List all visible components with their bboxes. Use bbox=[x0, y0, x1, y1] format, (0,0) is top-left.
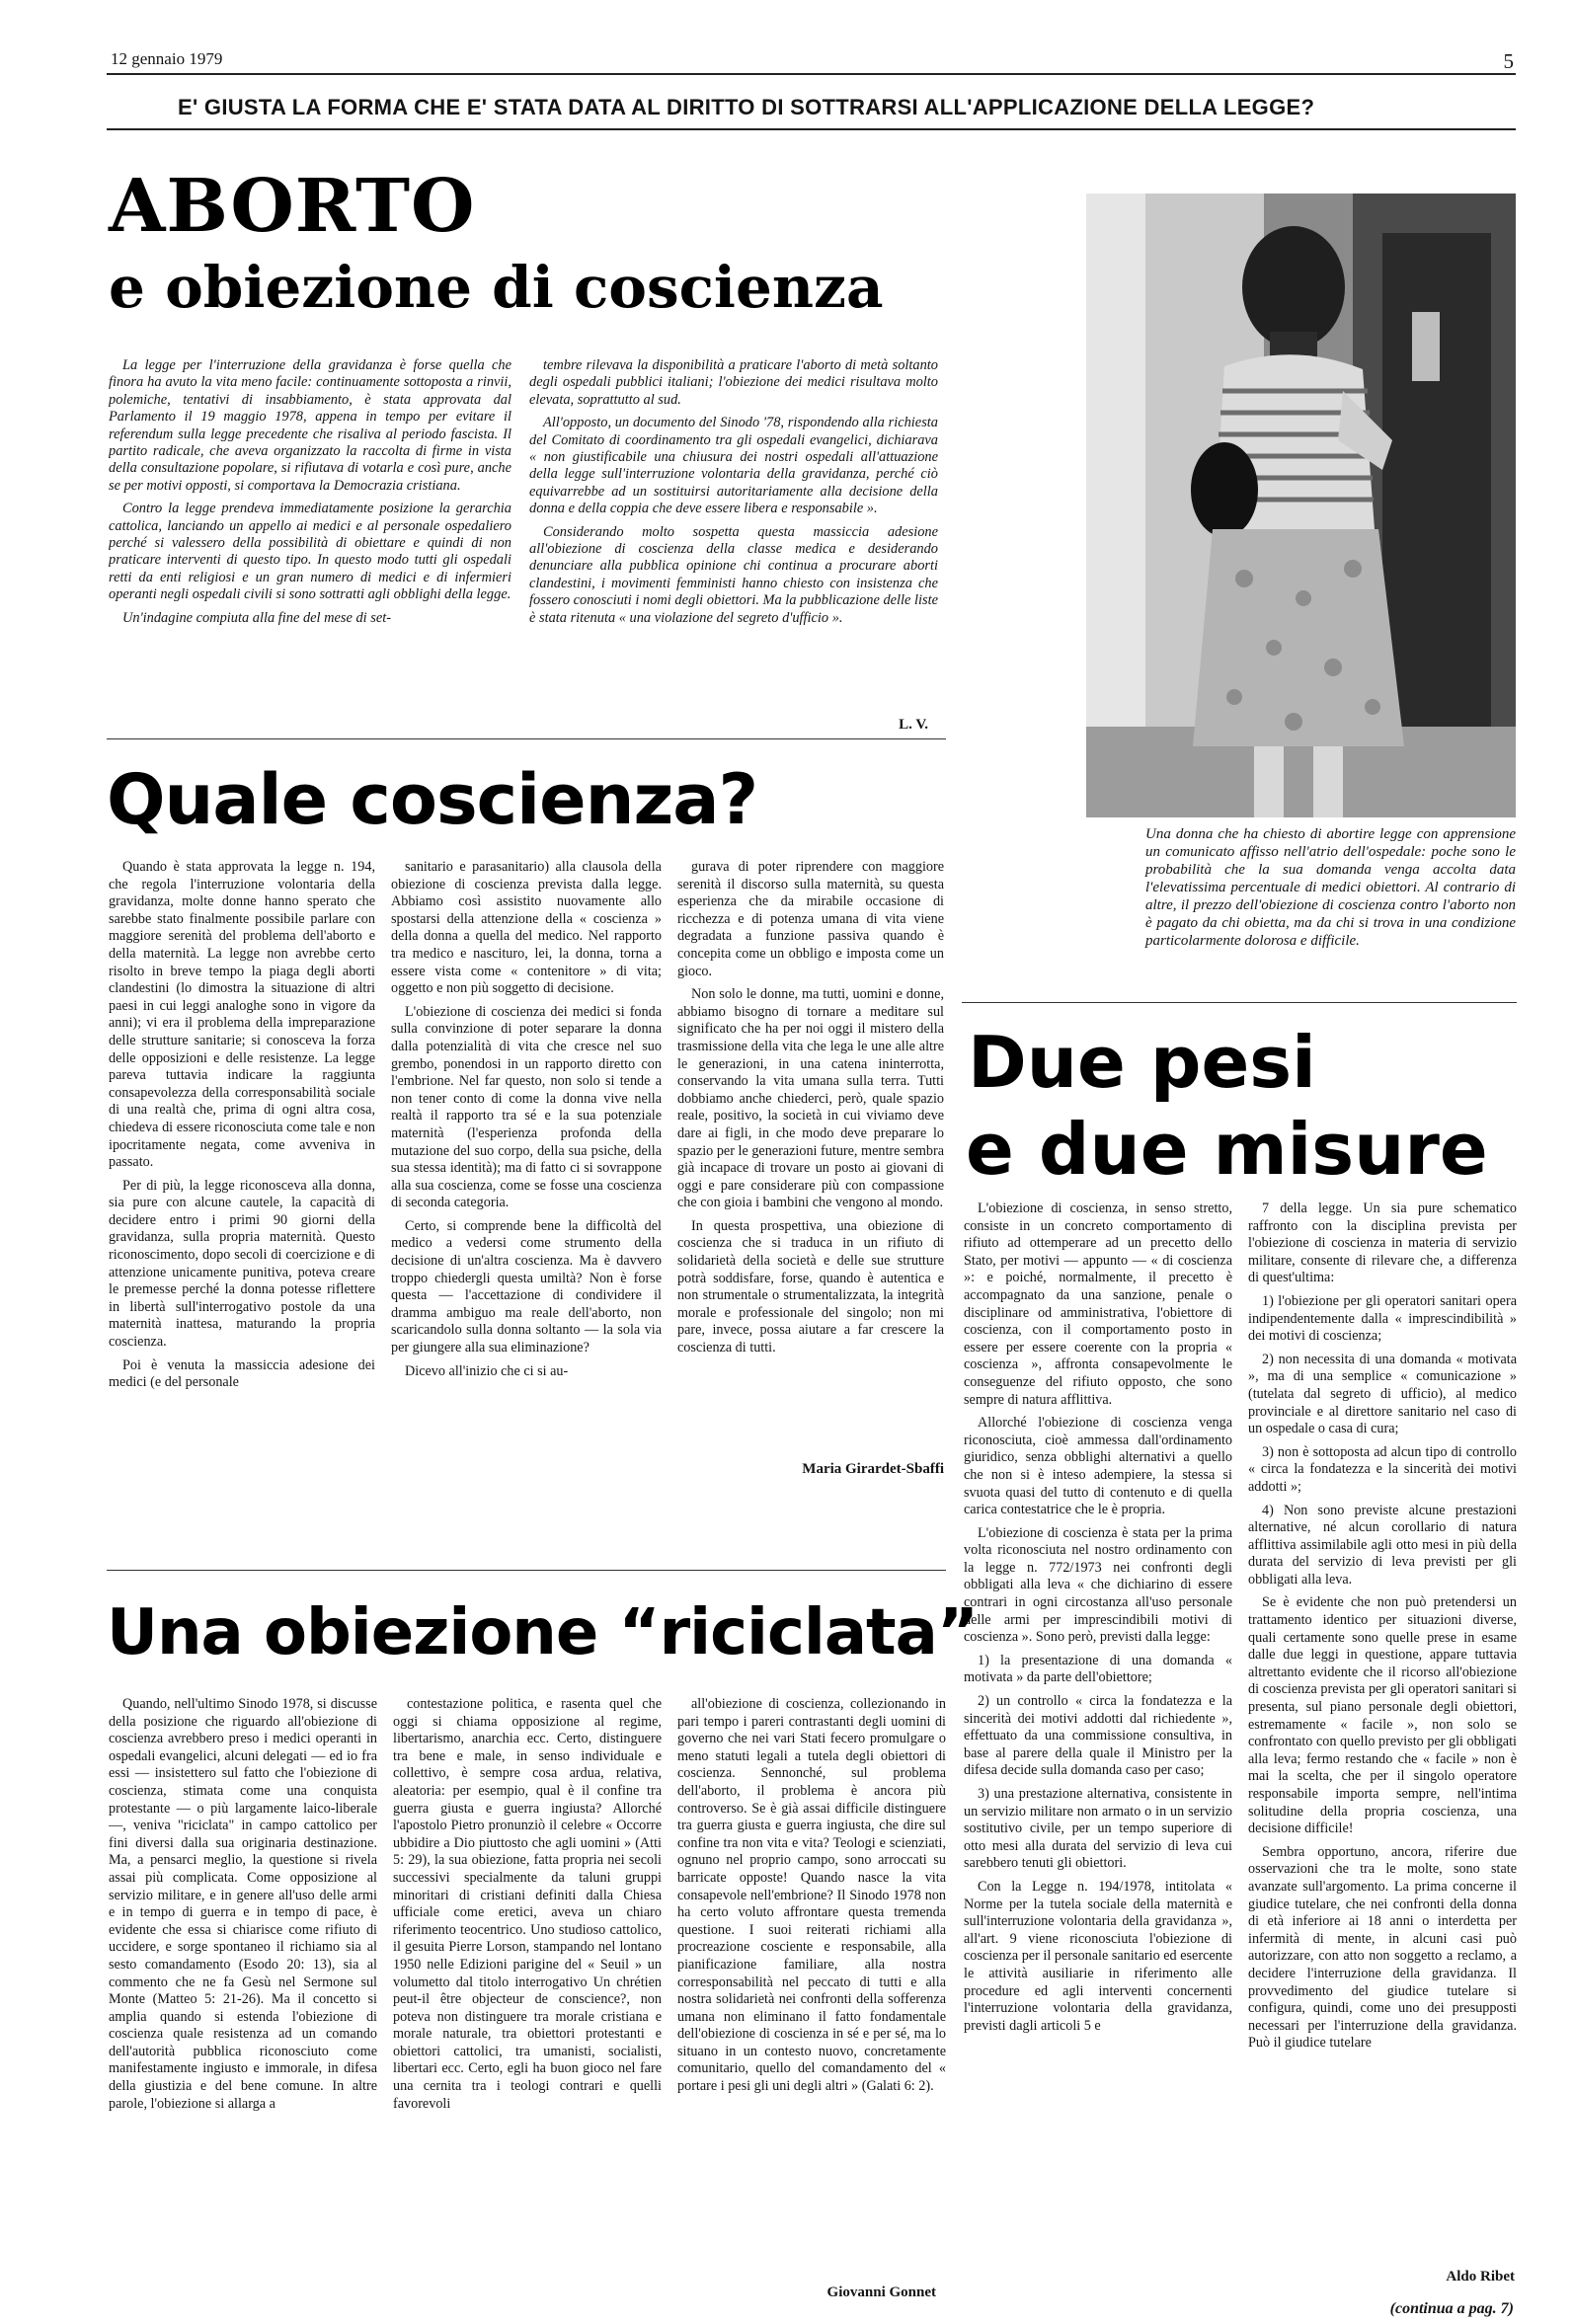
due-misure-title: e due misure bbox=[966, 1108, 1488, 1191]
article-paragraph: gurava di poter riprendere con maggiore serenità il discorso sulla maternità, su questa esperienza che da mirabile occasione di ricchezza e di potenza umana di vita viene degradata a funzione passiva quando è concepita come un obbligo e imposta come un gioco. bbox=[677, 859, 944, 979]
main-title: ABORTO bbox=[109, 164, 476, 249]
una-column-3 bbox=[677, 1696, 946, 2279]
woman-reading-notice-photo bbox=[1086, 194, 1516, 817]
article-paragraph: Se è evidente che non può pretendersi un trattamento identico per situazioni diverse, quali certamente sono quelle prese in esame dalle due leggi in questione, appare tuttavia altrettanto evidente che il ricorso all'obiezione di coscienza prevista per gli operatori sanitari si presenta, sul piano personale degli obiettori, estremamente « facile », non solo se confrontato con quello previsto per gli obbligati alla leva; fermo restando che « facile » non è mai la scelta, che per il singolo operatore responsabile importa sempre, nell'intima solitudine della propria coscienza, una decisione difficile! bbox=[1248, 1594, 1517, 1837]
quale-coscienza-title: Quale coscienza? bbox=[107, 759, 758, 840]
header-date: 12 gennaio 1979 bbox=[111, 49, 223, 68]
due-column-1 bbox=[964, 1201, 1232, 2296]
obiezione-riciclata-title: Una obiezione “riciclata” bbox=[107, 1596, 978, 1669]
article-paragraph: 3) una prestazione alternativa, consistente in un servizio militare non armato o in un servizio sostitutivo civile, per un tempo superiore di otto mesi alla durata del servizio di leva cui sarebbero tenuti gli obiettori. bbox=[964, 1786, 1232, 1872]
intro-column-2 bbox=[529, 357, 938, 725]
article-paragraph: Per di più, la legge riconosceva alla donna, sia pure con alcune cautele, la capacità di decidere entro i primi 90 giorni della gravidanza, sulla propria maternità. Questo riconoscimento, dopo secoli di coercizione e di attenzione unicamente punitiva, poteva creare le premesse perché la donna potesse riflettere in libertà sull'interrogativo postole da una maternità inattesa, maturando la propria coscienza. bbox=[109, 1177, 375, 1351]
article-paragraph: L'obiezione di coscienza, in senso stretto, consiste in un concreto comportamento di rifiuto ad ottemperare ad un precetto dello Stato, per motivi — appunto — « di coscienza »: e poiché, normalmente, il precetto è accompagnato da una sanzione, penale o disciplinare od amministrativa, l'obiettore di coscienza, con il comportamento posto in essere per essere coerente con la propria « coscienza », affronta consapevolmente le conseguenze del rifiuto opposto, che sono sempre di natura afflittiva. bbox=[964, 1201, 1232, 1408]
page-number: 5 bbox=[1503, 49, 1514, 73]
article-paragraph: Con la Legge n. 194/1978, intitolata « Norme per la tutela sociale della maternità e sull'interruzione volontaria della gravidanza », all'art. 9 viene riconosciuta l'obiezione di coscienza per il personale sanitario ed esercente le attività ausiliarie in riferimento alle procedure ed agli interventi concernenti l'interruzione volontaria della gravidanza, previsti dagli articoli 5 e bbox=[964, 1878, 1232, 2034]
article-paragraph: sanitario e parasanitario) alla clausola della obiezione di coscienza prevista dalla legge. Abbiamo così assistito nuovamente allo spostarsi della attenzione della « coscienza » della donna a quella del medico. Nel rapporto tra medico e nascituro, lei, la donna, torna a essere vista come « contenitore » di vita; oggetto e non più soggetto di decisione. bbox=[391, 859, 662, 997]
article-paragraph: Non solo le donne, ma tutti, uomini e donne, abbiamo bisogno di tornare a meditare sul significato che ha per noi oggi il mistero della trasmissione della vita che lega le une alle altre le generazioni, in una catena ininterrotta, conservando la vita umana sulla terra. Tutti dobbiamo anche chiederci, però, quale spazio reale, positivo, la società in cui viviamo deve dare ai figli, in che modo deve preparare lo spazio per le generazioni future, mentre sembra già incapace di trovare un posto ai giovani di oggi e pare considerare più con compassione che con gioia i bambini che vengono al mondo. bbox=[677, 986, 944, 1211]
intro-paragraph: La legge per l'interruzione della gravidanza è forse quella che finora ha avuto la vita meno facile: continuamente sottoposta a rinvii, polemiche, tentativi di insabbiamento, è stata approvata dal Parlamento il 19 maggio 1978, appena in tempo per evitare il referendum sulla legge precedente che risaliva al periodo fascista. Il partito radicale, che aveva organizzato la raccolta di firme in vista della consultazione popolare, si rifiutava di votarla e così pure, anche se per motivi opposti, si comportava la Democrazia cristiana. bbox=[109, 357, 511, 494]
article-paragraph: all'obiezione di coscienza, collezionando in pari tempo i pareri contrastanti degli uomini di governo che nei vari Stati fecero promulgare o meno statuti legali a tutela degli obiettori di coscienza. Sennonché, sul problema dell'aborto, il problema è ancora più controverso. Se è già assai difficile distinguere tra guerra giusta e guerra ingiusta, che dire sul confine tra non vita e vita? Teologi e scienziati, ognuno nel proprio campo, sono arroccati su barricate opposte! Quando nasce la vita consapevole nell'embrione? Il Sinodo 1978 non ha certo voluto affrontare questa tremenda questione. I suoi reiterati richiami alla procreazione cosciente e responsabile, alla pianificazione familiare, alla nostra corresponsabilità nel peccato di tutti e alla nostra solidarietà nei confronti della sofferenza umana non eliminano il fatto fondamentale dell'obiezione di coscienza in sé e per sé, ma lo situano in un contesto nuovo, concretamente comunitario, quello del comandamento del « portare i pesi gli uni degli altri » (Galati 6: 2). bbox=[677, 1696, 946, 2095]
article-paragraph: 1) l'obiezione per gli operatori sanitari opera indipendentemente dalla « imprescindibilità » dei motivi di coscienza; bbox=[1248, 1292, 1517, 1345]
quale-column-3 bbox=[677, 859, 944, 1451]
article-paragraph: Poi è venuta la massiccia adesione dei medici (e del personale bbox=[109, 1356, 375, 1391]
due-top-rule bbox=[962, 1002, 1517, 1003]
due-column-2 bbox=[1248, 1201, 1517, 2257]
continua-note: (continua a pag. 7) bbox=[1389, 2300, 1514, 2317]
article-paragraph: 3) non è sottoposta ad alcun tipo di controllo « circa la fondatezza e la sincerità dei motivi addotti »; bbox=[1248, 1443, 1517, 1495]
intro-paragraph: Un'indagine compiuta alla fine del mese di set- bbox=[122, 609, 392, 626]
article-paragraph: Quando è stata approvata la legge n. 194, che regola l'interruzione volontaria della gravidanza, molte donne hanno sperato che sarebbe stato finalmente possibile parlare con maggiore serenità del problema dell'aborto e della maternità. La legge non avrebbe certo risolto in breve tempo la piaga degli aborti clandestini (lo dimostra la situazione di altri paesi in cui leggi analoghe sono in vigore da anni); vi era il problema della impreparazione delle strutture sanitarie; si conosceva la forza delle opposizioni e delle resistenze. La legge pareva tuttavia indicare la raggiunta consapevolezza della corresponsabilità sociale di una realtà che, prima di ogni altra cosa, chiedeva di essere riconosciuta come tale e non ipocritamente negata, come avveniva in passato. bbox=[109, 859, 375, 1171]
main-subtitle: e obiezione di coscienza bbox=[109, 254, 884, 321]
article-paragraph: In questa prospettiva, una obiezione di coscienza che si traduca in un rifiuto di solidarietà della società e delle sue strutture potrà soddisfare, forse, quando è autentica e non strumentale o strumentalizzata, la integrità morale e professionale del singolo; non mi pare, invece, possa aiutare a far crescere la coscienza di tutti. bbox=[677, 1217, 944, 1356]
article-paragraph: 2) non necessita di una domanda « motivata », ma di una semplice « comunicazione » (tutelata dal segreto di ufficio), al medico provinciale e al direttore sanitario nel caso di un ospedale o casa di cura; bbox=[1248, 1351, 1517, 1437]
header-rule bbox=[107, 73, 1516, 75]
kicker-headline: E' GIUSTA LA FORMA CHE E' STATA DATA AL DIRITTO DI SOTTRARSI ALL'APPLICAZIONE DELLA LEGGE? bbox=[178, 95, 1315, 119]
photo-illustration bbox=[1086, 194, 1516, 817]
article-paragraph: 7 della legge. Un sia pure schematico raffronto con la disciplina prevista per l'obiezione di coscienza in materia di servizio militare, consente di rilevare che, a differenza di quest'ultima: bbox=[1248, 1201, 1517, 1286]
intro-paragraph: All'opposto, un documento del Sinodo '78, rispondendo alla richiesta del Comitato di coordinamento tra gli ospedali evangelici, dichiarava « non giustificabile una chiusura dei nostri ospedali all'attuazione della legge sull'interruzione volontaria della gravidanza, perché ciò equivarrebbe ad un sostituirsi autoritariamente alla decisione della donna e della coppia che deve essere libera e responsabile ». bbox=[529, 415, 938, 517]
photo-caption: Una donna che ha chiesto di abortire legge con apprensione un comunicato affisso nell'atrio dell'ospedale: poche sono le probabilità che la sua domanda venga accolta data l'elevatissima percentuale di medici obiettori. Al contrario di altre, il prezzo dell'obiezione di coscienza contro l'aborto non è pagato da chi obietta, ma da chi si trova in una condizione particolarmente dolorosa e difficile. bbox=[1145, 826, 1516, 949]
article-paragraph: Sembra opportuno, ancora, riferire due osservazioni che tra le molte, sono state avanzate sull'argomento. La prima concerne il giudice tutelare, che nei confronti della donna di età inferiore ai 18 anni o interdetta per infermità di mente, in alcuni casi può autorizzare, con atto non soggetto a reclamo, a decidere l'interruzione della gravidanza. Il provvedimento del giudice tutelare si configura, quindi, come uno dei presupposti necessari per l'interruzione della gravidanza. Può il giudice tutelare bbox=[1248, 1843, 1517, 2052]
article-paragraph: Certo, si comprende bene la difficoltà del medico a vedersi come strumento della decisione di un'altra coscienza. Ma è davvero troppo chiedergli questa umiltà? Non è forse questa — l'accettazione di condividere il dramma ambiguo ma reale dell'aborto, non scaricandolo sulla donna soltanto — la sola via per giungere alla sua eliminazione? bbox=[391, 1217, 662, 1356]
intro-column-1 bbox=[109, 357, 511, 750]
article-paragraph: Quando, nell'ultimo Sinodo 1978, si discusse della posizione che riguardo all'obiezione di coscienza avrebbero preso i medici operanti in ospedali evangelici, alcuni delegati — ed io fra essi — insistettero sul fatto che l'obiezione di coscienza, stimata come una conquista protestante — o più largamente laico-liberale —, veniva "riciclata" in campo cattolico per fini diversi dalla sua originaria destinazione. Ma, a pensarci meglio, la questione si rivela assai più complicata. Come opposizione al servizio militare, e in genere all'uso delle armi e in tempo di guerra e in tempo di pace, è evidente che essa si chiarisce come rifiuto di uccidere, e sorge spontaneo il richiamo sia al sesto comandamento (Esodo 20: 13), sia al commento che ne fa Gesù nel Sermone sul Monte (Matteo 5: 21-26). Ma il concetto si amplia quando si estenda l'obiezione di coscienza quale resistenza ad un comando dell'autorità pubblica riconosciuto come manifestamente ingiusto e immorale, in difesa della giustizia e del bene comune. In altre parole, l'obiezione si allarga a bbox=[109, 1696, 377, 2112]
intro-paragraph: Contro la legge prendeva immediatamente posizione la gerarchia cattolica, lanciando un appello ai medici e al personale ospedaliero perché si valessero della possibilità di obiettare e quindi di non praticare interventi di questo tipo. In questo modo tutti gli ospedali retti da enti religiosi e un gran numero di medici e di infermieri operanti negli ospedali civili si sono sottratti agli obblighi della legge. bbox=[109, 501, 511, 603]
una-signature: Giovanni Gonnet bbox=[826, 2285, 936, 2300]
quale-column-2 bbox=[391, 859, 662, 1481]
kicker-rule bbox=[107, 128, 1516, 130]
article-paragraph: 4) Non sono previste alcune prestazioni alternative, né alcun corollario di natura afflittiva assimilabile agli otto mesi in più della durata del servizio di leva previsti per gli obbligati alla leva. bbox=[1248, 1502, 1517, 1588]
article-paragraph: Dicevo all'inizio che ci si au- bbox=[405, 1362, 569, 1379]
article-paragraph: Allorché l'obiezione di coscienza venga riconosciuta, cioè ammessa dall'ordinamento giuridico, senza obblighi alternativi a quello che non si è inteso adempiere, la stessa si svuota quasi del tutto di contenuto e di quella carica contestatrice che le è propria. bbox=[964, 1415, 1232, 1518]
intro-paragraph: Considerando molto sospetta questa massiccia adesione all'obiezione di coscienza della classe medica e desiderando denunciare alla pubblica opinione chi continua a procurare aborti clandestini, i movimenti femministi hanno chiesto con insistenza che fossero conosciuti i nomi degli obiettori. Ma la pubblicazione delle liste è stata ritenuta « una violazione del segreto d'ufficio ». bbox=[529, 523, 938, 626]
intro-signature: L. V. bbox=[899, 717, 928, 733]
article-paragraph: L'obiezione di coscienza è stata per la prima volta riconosciuta nel nostro ordinamento con la legge n. 772/1973 nei confronti degli obbligati alla leva « che dichiarino di essere contrari in ogni circostanza all'uso personale delle armi per imprescindibili motivi di coscienza ». Sono però, previsti dalla legge: bbox=[964, 1524, 1232, 1646]
quale-signature: Maria Girardet-Sbaffi bbox=[802, 1461, 944, 1477]
due-signature: Aldo Ribet bbox=[1446, 2269, 1515, 2285]
quale-column-1 bbox=[109, 859, 375, 1481]
due-pesi-title: Due pesi bbox=[968, 1021, 1316, 1104]
una-column-1 bbox=[109, 1696, 377, 2308]
intro-rule bbox=[107, 738, 946, 739]
article-paragraph: 1) la presentazione di una domanda « motivata » da parte dell'obiettore; bbox=[964, 1652, 1232, 1686]
quale-rule bbox=[107, 1570, 946, 1571]
article-paragraph: 2) un controllo « circa la fondatezza e la sincerità dei motivi addotti dal richiedente », effettuato da una commissione consultiva, in base al parere della quale il Ministro per la difesa decide sulla domanda caso per caso; bbox=[964, 1693, 1232, 1779]
una-column-2 bbox=[393, 1696, 662, 2308]
article-paragraph: contestazione politica, e rasenta quel che oggi si chiama opposizione al regime, libertarismo, anarchia ecc. Certo, distinguere tra bene e male, in senso individuale e collettivo, è sempre cosa ardua, relativa, aleatoria: per esempio, qual è il confine tra guerra giusta e guerra ingiusta? Allorché l'apostolo Pietro pronunziò il celebre « Occorre ubbidire a Dio piuttosto che agli uomini » (Atti 5: 29), la sua obiezione, fatta propria nei secoli successivi specialmente da taluni gruppi minoritari di cristiani definiti dalla Chiesa ufficiale come eretici, aveva un chiaro riferimento teocentrico. Uno studioso cattolico, il gesuita Pierre Lorson, stampando nel lontano 1950 nelle Edizioni parigine del « Seuil » un volumetto dal titolo interrogativo Un chrétien peut-il être objecteur de conscience?, non poteva non distinguere tra morale cristiana e morale naturale, tra obiettori protestanti e obiettori cattolici, tra umanisti, socialisti, libertari ecc. Certo, egli ha buon gioco nel fare una cernita tra i teologi contrari e quelli favorevoli bbox=[393, 1696, 662, 2112]
article-paragraph: L'obiezione di coscienza dei medici si fonda sulla convinzione di poter separare la donna dalla potenzialità di vita che cresce nel suo grembo, ponendosi in un rapporto diretto con l'embrione. Nel far questo, non solo si tende a non tener conto di come la donna vive nella realtà il rapporto tra sé e la sua potenziale maternità (l'esperienza profonda della mutazione del suo corpo, della sua psiche, della sua stessa identità); ma di fatto ci si sovrappone alla sua coscienza, come se fosse una coscienza di seconda categoria. bbox=[391, 1003, 662, 1211]
intro-paragraph: tembre rilevava la disponibilità a praticare l'aborto di metà soltanto degli ospedali pubblici italiani; l'obiezione dei medici risultava molto elevata, soprattutto al sud. bbox=[529, 357, 938, 408]
